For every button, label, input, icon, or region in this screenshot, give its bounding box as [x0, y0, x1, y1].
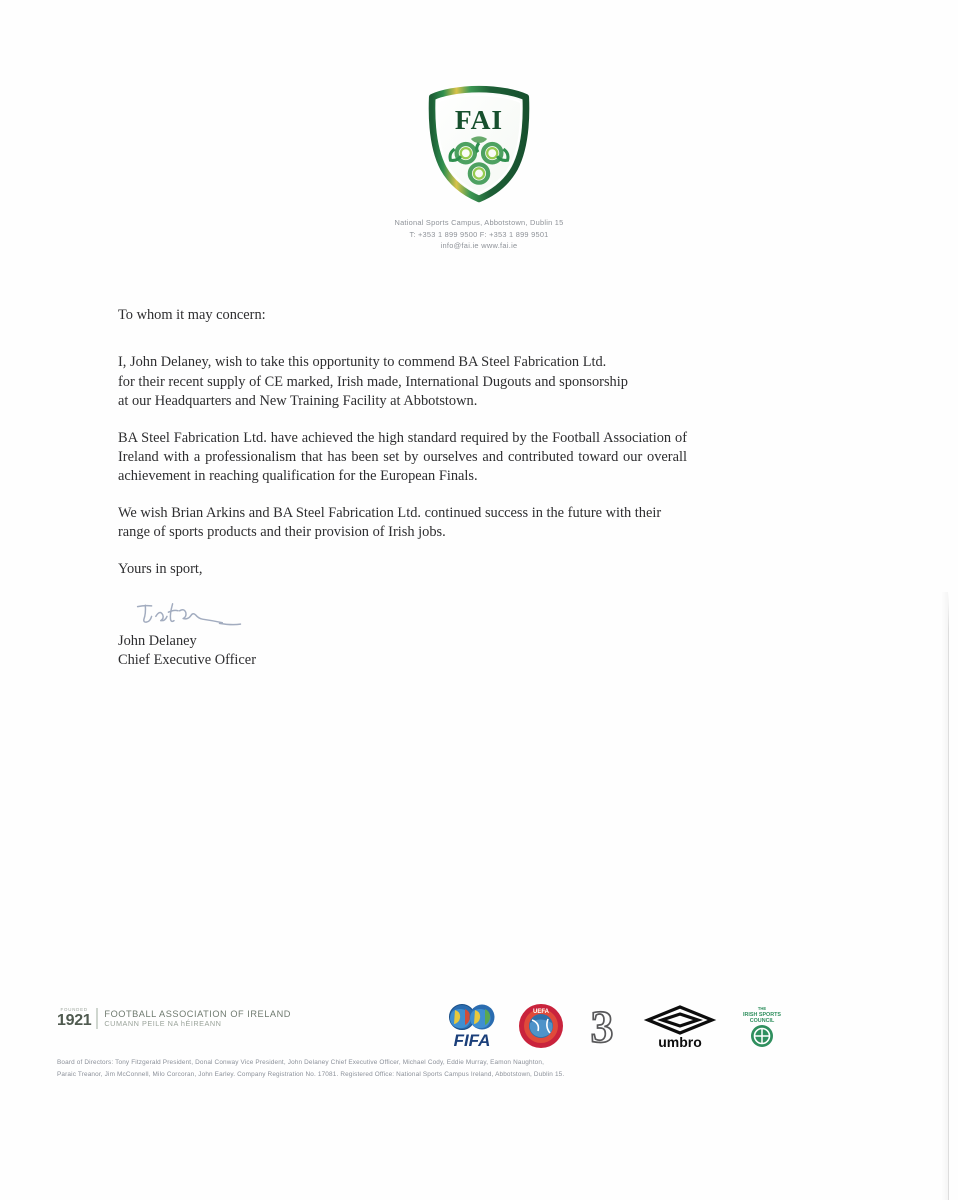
svg-text:UEFA: UEFA — [532, 1009, 550, 1015]
handwritten-signature-image — [132, 598, 272, 632]
paragraph-2: BA Steel Fabrication Ltd. have achieved the high standard required by the Football Association of Ireland with a professionalism that has been set by ourselves and contributed toward our overall achievement in reaching qualification for the European Finals. — [118, 429, 687, 485]
letterhead — [0, 82, 958, 252]
three-logo — [581, 1001, 623, 1051]
salutation: To whom it may concern: — [118, 307, 266, 323]
letter-body — [118, 306, 687, 579]
umbro-logo — [640, 1001, 720, 1051]
svg-text:FIFA: FIFA — [453, 1031, 491, 1050]
founded-badge — [57, 1008, 98, 1029]
fifa-logo — [443, 1001, 501, 1051]
wordmark-english: FOOTBALL ASSOCIATION OF IRELAND — [104, 1008, 291, 1019]
address-line-1: National Sports Campus, Abbotstown, Dublin 15 — [394, 218, 564, 227]
wordmark-text — [98, 1009, 291, 1029]
founded-year: 1921 — [57, 1012, 92, 1030]
address-line-2: T: +353 1 899 9500 F: +353 1 899 9501 — [409, 229, 549, 239]
legal-footnote — [57, 1057, 697, 1080]
spacer — [118, 487, 687, 504]
founded-label: FOUNDED — [60, 1007, 88, 1012]
svg-text:IRISH SPORTS: IRISH SPORTS — [742, 1012, 782, 1018]
svg-text:3: 3 — [590, 1001, 614, 1051]
spacer — [118, 325, 687, 353]
fai-crest-icon — [418, 82, 540, 204]
irish-sports-council-logo — [737, 1001, 787, 1051]
svg-text:THE: THE — [757, 1006, 767, 1011]
address-line-3: info@fai.ie www.fai.ie — [440, 241, 518, 251]
paragraph-3: We wish Brian Arkins and BA Steel Fabrication Ltd. continued success in the future with their range of sports products and their provision of Irish jobs. — [118, 504, 662, 541]
paragraph-1-line-2: for their recent supply of CE marked, Irish made, International Dugouts and sponsorship — [118, 373, 628, 390]
uefa-logo — [518, 1003, 564, 1049]
spacer — [118, 412, 687, 429]
spacer — [118, 543, 687, 560]
closing: Yours in sport, — [118, 560, 203, 577]
signature-block — [118, 598, 438, 669]
signer-name: John Delaney — [118, 633, 197, 649]
fai-wordmark — [57, 1008, 291, 1029]
sponsor-logo-row — [443, 998, 787, 1054]
svg-text:umbro: umbro — [658, 1034, 702, 1050]
svg-text:COUNCIL: COUNCIL — [749, 1018, 775, 1024]
page-right-edge — [948, 592, 949, 1200]
wordmark-irish: CUMANN PEILE NA hÉIREANN — [104, 1018, 222, 1028]
legal-line-2: Paraic Treanor, Jim McConnell, Milo Corcoran, John Earley. Company Registration No. 17081. Registered Office: National Sports Campus Ireland, Abbotstown, Dublin 15. — [57, 1070, 565, 1078]
svg-text:FAI: FAI — [454, 104, 504, 135]
paragraph-1-line-1: I, John Delaney, wish to take this opportunity to commend BA Steel Fabrication Ltd. — [118, 354, 607, 371]
legal-line-1: Board of Directors: Tony Fitzgerald President, Donal Conway Vice President, John Delaney Chief Executive Officer, Michael Cody, Eddie Murray, Eamon Naughton, — [57, 1059, 545, 1066]
paragraph-1-line-3: at our Headquarters and New Training Facility at Abbotstown. — [118, 393, 478, 410]
signer-title: Chief Executive Officer — [118, 651, 256, 668]
page-edge-shadow — [941, 592, 948, 1200]
letterhead-address — [0, 217, 958, 252]
footer — [0, 998, 958, 1098]
